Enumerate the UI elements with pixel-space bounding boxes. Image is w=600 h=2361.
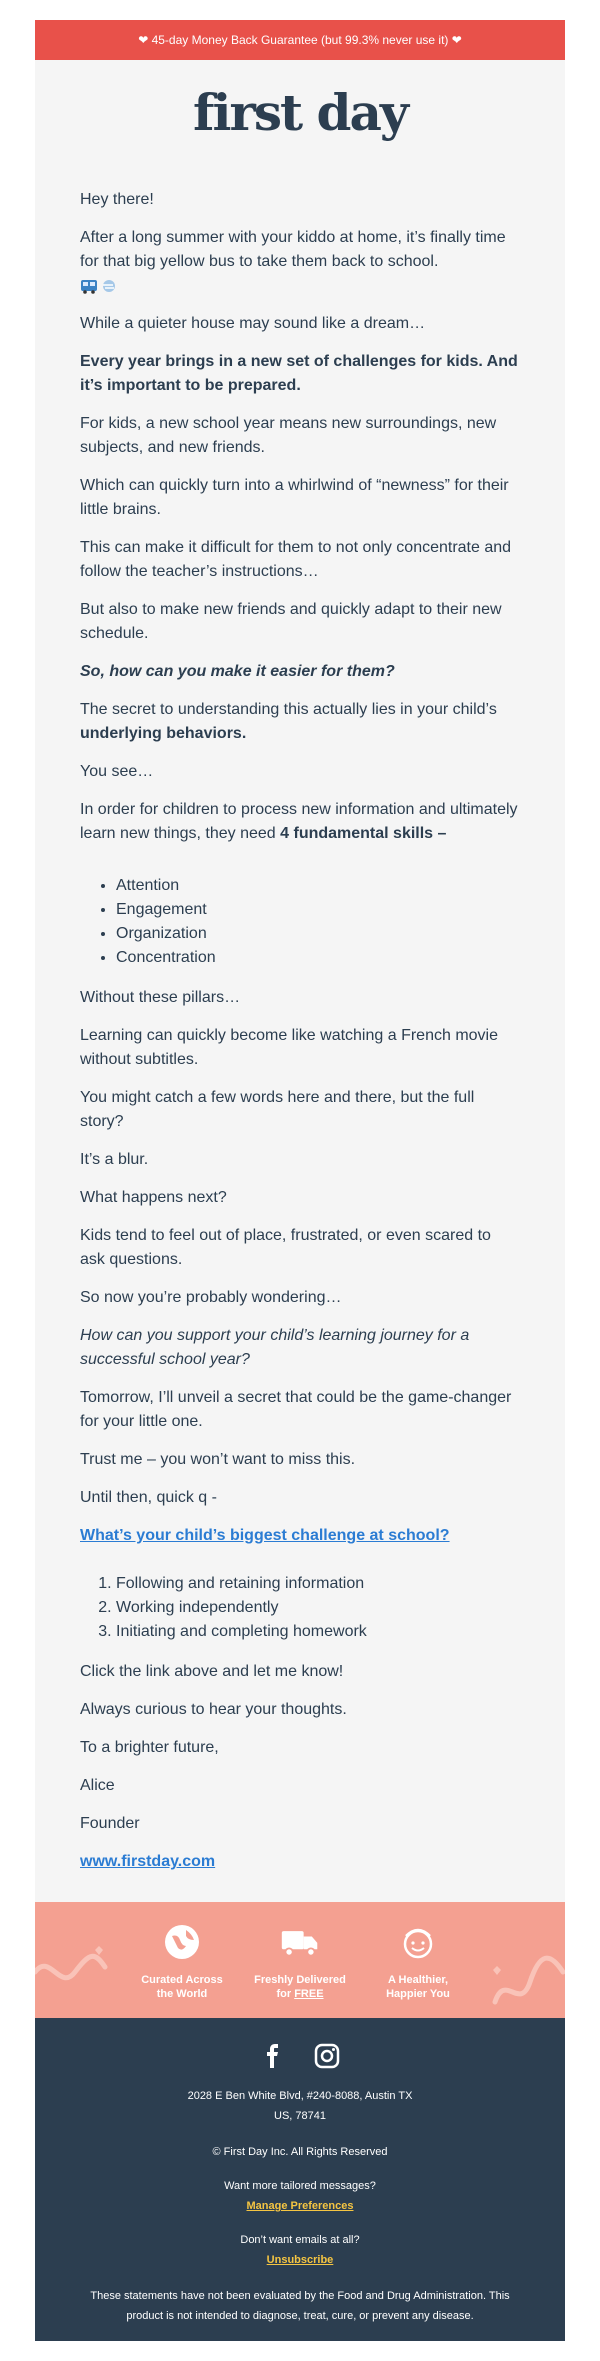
feature-healthier	[368, 1922, 468, 2018]
paragraph-text: In order for children to process new information and ultimately learn new things, they need	[80, 801, 518, 842]
feature-label	[250, 1973, 350, 2001]
emoji-row	[80, 278, 118, 294]
paragraph: Always curious to hear your thoughts.	[80, 1701, 347, 1718]
feature-line: Happier You	[386, 1988, 450, 2000]
paragraph-emphasis: underlying behaviors.	[80, 725, 247, 742]
paragraph-text: The secret to understanding this actually lies in your child’s	[80, 701, 497, 718]
logo-header	[35, 60, 565, 188]
paragraph: Without these pillars…	[80, 989, 241, 1006]
delivery-truck-icon	[280, 1922, 320, 1962]
instagram-icon[interactable]	[313, 2042, 341, 2070]
skills-list	[80, 874, 520, 970]
brand-logo[interactable]: first day	[193, 83, 407, 142]
features-strip	[35, 1902, 565, 2018]
signoff: To a brighter future,	[80, 1739, 219, 1756]
address-line: US, 78741	[274, 2110, 326, 2122]
challenge-options-list	[80, 1572, 520, 1644]
feature-line: for	[276, 1988, 295, 2000]
paragraph: While a quieter house may sound like a dream…	[80, 315, 426, 332]
paragraph-question: So, how can you make it easier for them?	[80, 663, 395, 680]
paragraph: What happens next?	[80, 1189, 227, 1206]
feature-delivered	[250, 1922, 350, 2018]
question-link-row	[80, 1524, 520, 1548]
manage-preferences-link[interactable]: Manage Preferences	[246, 2200, 354, 2212]
paragraph-intro-text: After a long summer with your kiddo at home, it’s finally time for that big yellow bus to take them back to school.	[80, 229, 506, 270]
paragraph: Kids tend to feel out of place, frustrated, or even scared to ask questions.	[80, 1227, 491, 1268]
list-item: • Attention	[116, 874, 520, 898]
website-link[interactable]: www.firstday.com	[80, 1853, 216, 1870]
list-item: 2. Working independently	[116, 1596, 520, 1620]
globe-icon	[162, 1922, 202, 1962]
feature-free-text: FREE	[294, 1988, 324, 2000]
paragraph: For kids, a new school year means new surroundings, new subjects, and new friends.	[80, 415, 497, 456]
feature-label	[132, 1973, 232, 2001]
bus-icon	[80, 278, 98, 294]
paragraph: It’s a blur.	[80, 1151, 149, 1168]
decorative-squiggle-left	[35, 1932, 115, 2002]
paragraph: Which can quickly turn into a whirlwind of “newness” for their little brains.	[80, 477, 509, 518]
paragraph-emphasis: 4 fundamental skills –	[280, 825, 447, 842]
paragraph: Tomorrow, I’ll unveil a secret that could be the game-changer for your little one.	[80, 1389, 512, 1430]
paragraph: But also to make new friends and quickly adapt to their new schedule.	[80, 601, 502, 642]
paragraph: You see…	[80, 763, 154, 780]
address-line: 2028 E Ben White Blvd, #240-8088, Austin TX	[187, 2090, 413, 2102]
feature-line: the World	[156, 1988, 208, 2000]
sender-role: Founder	[80, 1815, 140, 1832]
paragraph: Click the link above and let me know!	[80, 1663, 344, 1680]
paragraph-bold: Every year brings in a new set of challenges for kids. And it’s important to be prepared.	[80, 353, 518, 394]
feature-line: Curated Across	[141, 1974, 223, 1986]
paragraph: So now you’re probably wondering…	[80, 1289, 342, 1306]
paragraph: This can make it difficult for them to not only concentrate and follow the teacher’s instructions…	[80, 539, 512, 580]
feature-line: A Healthier,	[387, 1974, 449, 1986]
paragraph: Trust me – you won’t want to miss this.	[80, 1451, 356, 1468]
list-item: 3. Initiating and completing homework	[116, 1620, 520, 1644]
website-row	[80, 1850, 520, 1874]
company-address	[35, 2086, 565, 2126]
list-item: • Organization	[116, 922, 520, 946]
decorative-squiggle-right	[485, 1942, 565, 2012]
feature-curated	[132, 1922, 232, 2018]
paragraph	[80, 698, 520, 746]
unsubscribe-link[interactable]: Unsubscribe	[266, 2254, 334, 2266]
email-body	[35, 188, 565, 1874]
tailored-prompt: Want more tailored messages?	[224, 2180, 376, 2192]
paragraph: Learning can quickly become like watching a French movie without subtitles.	[80, 1027, 498, 1068]
paragraph: You might catch a few words here and there, but the full story?	[80, 1089, 475, 1130]
feature-line: Freshly Delivered	[254, 1974, 346, 1986]
facebook-icon[interactable]	[259, 2042, 287, 2070]
paragraph-italic: How can you support your child’s learning journey for a successful school year?	[80, 1327, 470, 1368]
list-item: • Concentration	[116, 946, 520, 970]
list-item: 1. Following and retaining information	[116, 1572, 520, 1596]
copyright: © First Day Inc. All Rights Reserved	[212, 2146, 388, 2158]
paragraph	[80, 798, 520, 846]
paragraph-intro	[80, 226, 520, 298]
paragraph: Until then, quick q -	[80, 1489, 217, 1506]
list-item: • Engagement	[116, 898, 520, 922]
social-links	[35, 2042, 565, 2072]
challenge-survey-link[interactable]: What’s your child’s biggest challenge at school?	[80, 1527, 450, 1544]
greeting: Hey there!	[80, 191, 154, 208]
feature-label	[368, 1973, 468, 2001]
dash-wind-icon	[100, 278, 118, 294]
fda-disclaimer: These statements have not been evaluated by the Food and Drug Administration. This product is not intended to diagnose, treat, cure, or prevent any disease.	[90, 2290, 510, 2322]
guarantee-banner: ❤ 45-day Money Back Guarantee (but 99.3% never use it) ❤	[35, 20, 565, 60]
sender-name: Alice	[80, 1777, 115, 1794]
footer	[35, 2018, 565, 2341]
email-container	[35, 20, 565, 2341]
happy-face-icon	[398, 1922, 438, 1962]
unsubscribe-prompt: Don’t want emails at all?	[240, 2234, 360, 2246]
